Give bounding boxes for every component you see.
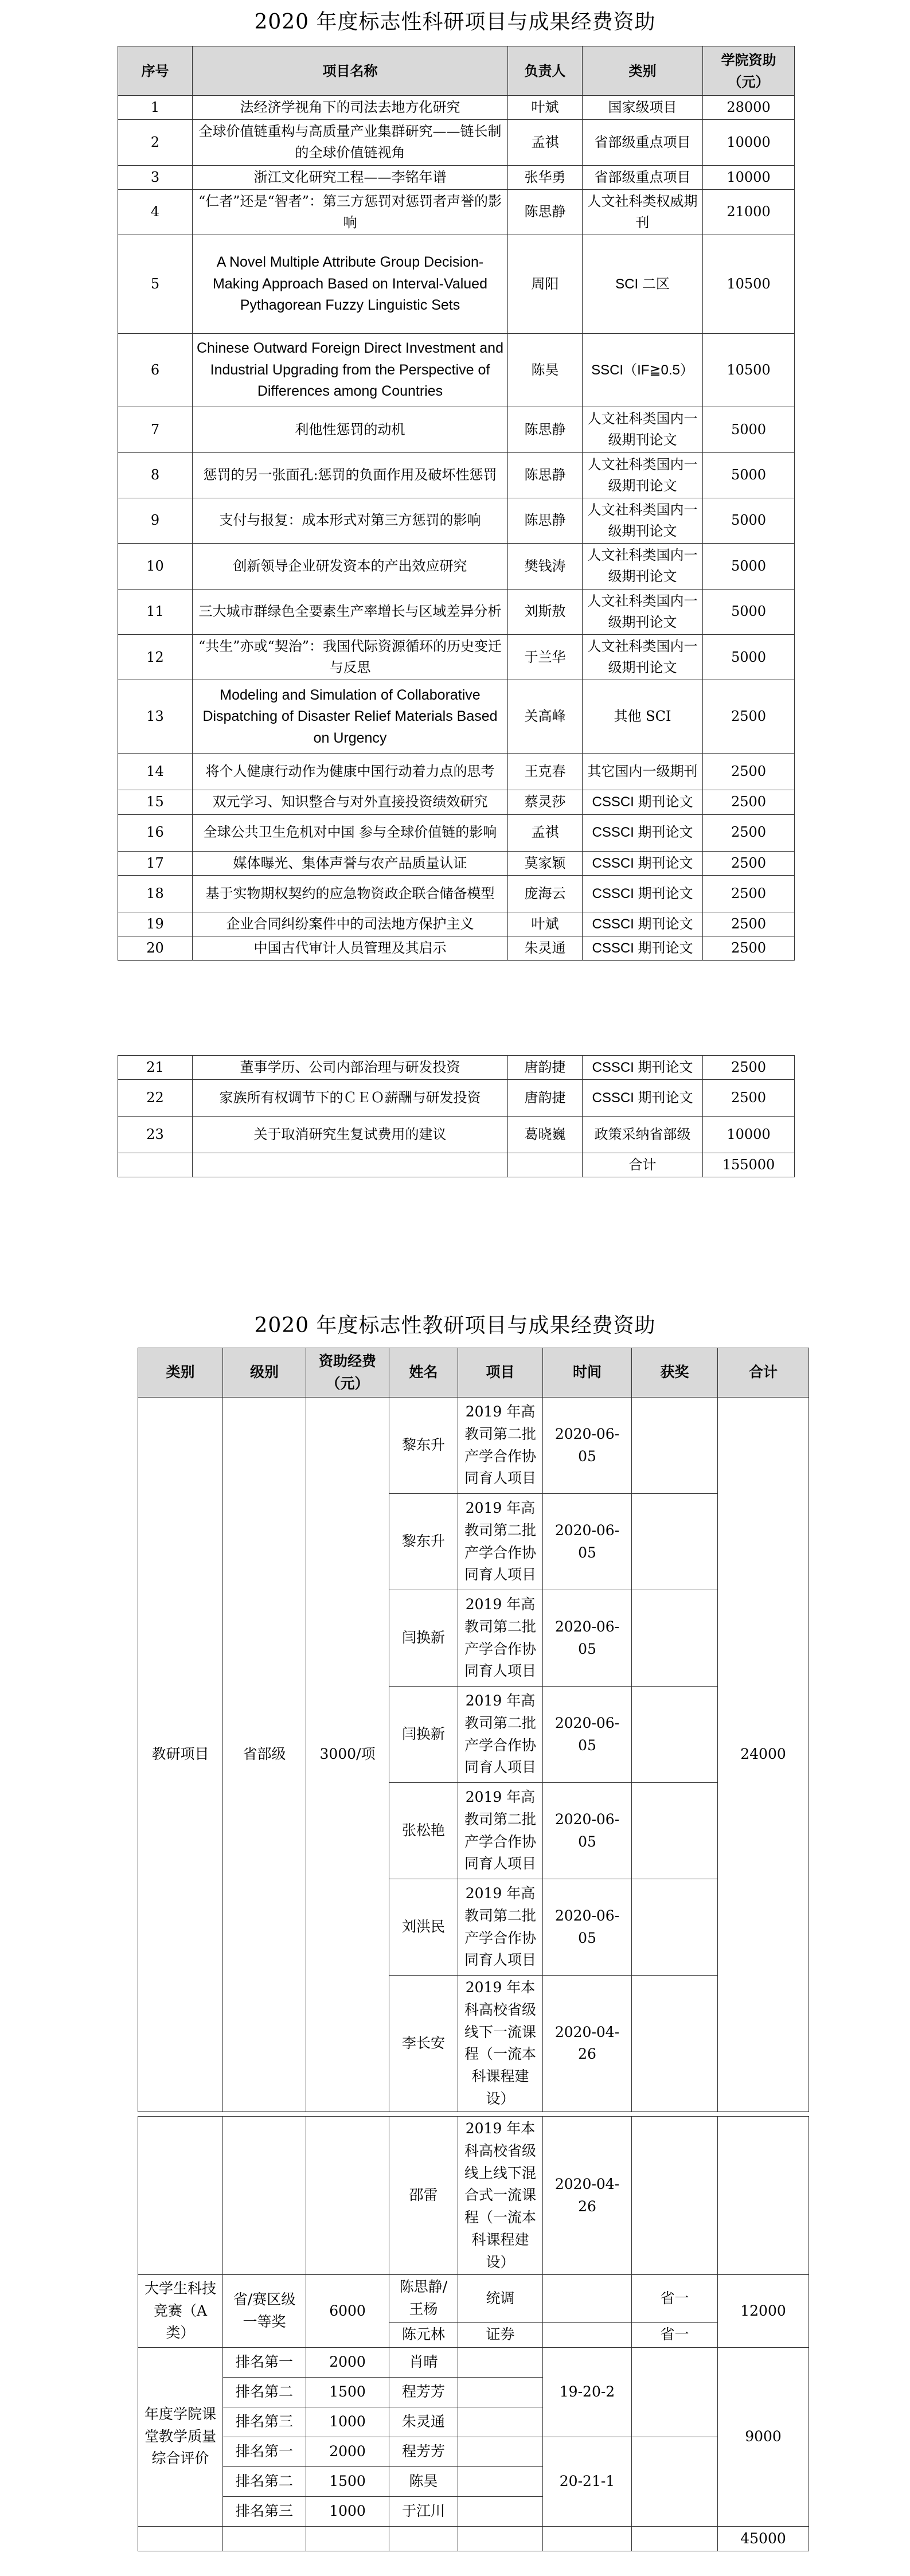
eval-project [458, 2347, 543, 2377]
row-person: 叶斌 [508, 96, 583, 120]
row-project-name: 双元学习、知识整合与对外直接投资绩效研究 [193, 790, 508, 814]
award [632, 1976, 718, 2112]
row-no: 21 [118, 1056, 193, 1080]
row-category: 政策采纳省部级 [583, 1117, 703, 1153]
eval-rank: 排名第一 [223, 2347, 306, 2377]
project-desc: 2019 年高教司第二批产学合作协同育人项目 [458, 1398, 543, 1494]
eval-term: 20-21-1 [543, 2437, 632, 2526]
row-funding: 10000 [703, 1117, 795, 1153]
person-name: 张松艳 [389, 1783, 458, 1879]
eval-name: 程芳芳 [389, 2437, 458, 2466]
research-row [118, 544, 795, 589]
row-no: 16 [118, 814, 193, 851]
row-funding: 5000 [703, 589, 795, 634]
research-table [118, 46, 795, 961]
research-row [118, 165, 795, 189]
row-category: CSSCI 期刊论文 [583, 912, 703, 936]
row-funding: 2500 [703, 1080, 795, 1117]
teaching-title: 2020 年度标志性教研项目与成果经费资助 [254, 1314, 656, 1337]
row-funding: 10500 [703, 334, 795, 407]
row-funding: 21000 [703, 189, 795, 235]
project-desc: 2019 年高教司第二批产学合作协同育人项目 [458, 1879, 543, 1976]
row-category: 人文社科类国内一级期刊论文 [583, 544, 703, 589]
contest-award: 省一 [632, 2275, 718, 2323]
contest-name: 陈思静/王杨 [389, 2275, 458, 2323]
row-funding: 10000 [703, 165, 795, 189]
row-person: 陈思静 [508, 452, 583, 498]
row-no: 9 [118, 498, 193, 543]
project-time: 2020-06-05 [543, 1783, 632, 1879]
project-time: 2020-06-05 [543, 1687, 632, 1783]
row-category: 省部级重点项目 [583, 165, 703, 189]
empty [543, 2526, 632, 2551]
research-row [118, 875, 795, 912]
t2-header-total: 合计 [718, 1348, 809, 1398]
research-row [118, 936, 795, 960]
research-table-cont [118, 1055, 795, 1177]
row-person: 刘斯敖 [508, 589, 583, 634]
row-no: 3 [118, 165, 193, 189]
row-no: 20 [118, 936, 193, 960]
eval-project [458, 2496, 543, 2526]
eval-fund: 1500 [306, 2377, 389, 2407]
row-no: 10 [118, 544, 193, 589]
row-no: 15 [118, 790, 193, 814]
eval-award [632, 2347, 718, 2437]
row-person: 樊钱涛 [508, 544, 583, 589]
row-funding: 10000 [703, 120, 795, 165]
research-row [118, 96, 795, 120]
header-category: 类别 [583, 46, 703, 96]
project-desc: 2019 年高教司第二批产学合作协同育人项目 [458, 1687, 543, 1783]
row-person: 朱灵通 [508, 936, 583, 960]
research-row [118, 635, 795, 680]
empty [632, 2526, 718, 2551]
eval-rank: 排名第二 [223, 2377, 306, 2407]
research-row [118, 1056, 795, 1080]
research-row [118, 851, 795, 875]
row-project-name: 将个人健康行动作为健康中国行动着力点的思考 [193, 754, 508, 790]
row-person: 葛晓巍 [508, 1117, 583, 1153]
row-project-name: 惩罚的另一张面孔:惩罚的负面作用及破坏性惩罚 [193, 452, 508, 498]
row-project-name: A Novel Multiple Attribute Group Decision-Making Approach Based on Interval-Valued Pythagorean Fuzzy Linguistic Sets [193, 235, 508, 334]
eval-name: 于江川 [389, 2496, 458, 2526]
row-person: 孟祺 [508, 814, 583, 851]
row-person: 莫家颖 [508, 851, 583, 875]
project-time: 2020-06-05 [543, 1879, 632, 1976]
t2-header-level: 级别 [223, 1348, 306, 1398]
contest-type: 大学生科技竞赛（A 类） [138, 2275, 223, 2347]
t2-header-project: 项目 [458, 1348, 543, 1398]
row-person: 蔡灵莎 [508, 790, 583, 814]
person-name: 邵雷 [389, 2117, 458, 2275]
row-project-name: 中国古代审计人员管理及其启示 [193, 936, 508, 960]
row-project-name: 创新领导企业研发资本的产出效应研究 [193, 544, 508, 589]
research-title: 2020 年度标志性科研项目与成果经费资助 [254, 10, 656, 34]
row-person: 陈昊 [508, 334, 583, 407]
row-funding: 2500 [703, 936, 795, 960]
person-name: 闫换新 [389, 1687, 458, 1783]
row-person: 陈思静 [508, 189, 583, 235]
teaching-row [138, 1398, 809, 1494]
row-funding: 28000 [703, 96, 795, 120]
project-desc: 2019 年本科高校省级线上线下混合式一流课程（一流本科课程建设） [458, 2117, 543, 2275]
row-project-name: 董事学历、公司内部治理与研发投资 [193, 1056, 508, 1080]
research-row [118, 912, 795, 936]
row-category: 人文社科类国内一级期刊论文 [583, 589, 703, 634]
project-time: 2020-04-26 [543, 2117, 632, 2275]
empty [223, 2117, 306, 2275]
eval-name: 陈昊 [389, 2466, 458, 2496]
header-no: 序号 [118, 46, 193, 96]
row-project-name: “仁者”还是“智者”：第三方惩罚对惩罚者声誉的影响 [193, 189, 508, 235]
total-empty [193, 1153, 508, 1177]
t2-header-fund: 资助经费（元） [306, 1348, 389, 1398]
empty [138, 2526, 223, 2551]
eval-rank: 排名第三 [223, 2407, 306, 2437]
award [632, 1879, 718, 1976]
contest-time [543, 2275, 632, 2323]
eval-fund: 1500 [306, 2466, 389, 2496]
row-project-name: 全球价值链重构与高质量产业集群研究——链长制的全球价值链视角 [193, 120, 508, 165]
row-project-name: 基于实物期权契约的应急物资政企联合储备模型 [193, 875, 508, 912]
eval-rank: 排名第一 [223, 2437, 306, 2466]
eval-term: 19-20-2 [543, 2347, 632, 2437]
research-row [118, 790, 795, 814]
empty [458, 2526, 543, 2551]
header-person: 负责人 [508, 46, 583, 96]
eval-fund: 1000 [306, 2407, 389, 2437]
row-funding: 2500 [703, 814, 795, 851]
row-person: 陈思静 [508, 498, 583, 543]
research-row [118, 589, 795, 634]
row-category: CSSCI 期刊论文 [583, 851, 703, 875]
research-row [118, 235, 795, 334]
empty [389, 2526, 458, 2551]
row-project-name: 全球公共卫生危机对中国 参与全球价值链的影响 [193, 814, 508, 851]
research-row [118, 407, 795, 452]
research-row [118, 1080, 795, 1117]
row-no: 1 [118, 96, 193, 120]
person-name: 闫换新 [389, 1590, 458, 1687]
row-funding: 5000 [703, 452, 795, 498]
row-funding: 10500 [703, 235, 795, 334]
empty [138, 2117, 223, 2275]
row-person: 孟祺 [508, 120, 583, 165]
t2-header-type: 类别 [138, 1348, 223, 1398]
row-no: 12 [118, 635, 193, 680]
row-person: 周阳 [508, 235, 583, 334]
row-no: 22 [118, 1080, 193, 1117]
project-time: 2020-06-05 [543, 1398, 632, 1494]
total-empty [118, 1153, 193, 1177]
award [632, 1590, 718, 1687]
total-value: 155000 [703, 1153, 795, 1177]
row-person: 于兰华 [508, 635, 583, 680]
row-funding: 2500 [703, 680, 795, 754]
row-no: 14 [118, 754, 193, 790]
group-fund: 3000/项 [306, 1398, 389, 2112]
row-category: CSSCI 期刊论文 [583, 790, 703, 814]
person-name: 刘洪民 [389, 1879, 458, 1976]
row-funding: 2500 [703, 1056, 795, 1080]
teaching-row [138, 2117, 809, 2275]
research-total-row [118, 1153, 795, 1177]
row-category: 其它国内一级期刊 [583, 754, 703, 790]
t2-header-name: 姓名 [389, 1348, 458, 1398]
row-no: 2 [118, 120, 193, 165]
eval-rank: 排名第二 [223, 2466, 306, 2496]
row-project-name: 三大城市群绿色全要素生产率增长与区域差异分析 [193, 589, 508, 634]
row-person: 唐韵捷 [508, 1056, 583, 1080]
award [632, 2117, 718, 2275]
eval-project [458, 2466, 543, 2496]
project-time: 2020-04-26 [543, 1976, 632, 2112]
total-empty [508, 1153, 583, 1177]
header-name: 项目名称 [193, 46, 508, 96]
row-funding: 5000 [703, 407, 795, 452]
row-project-name: “共生”亦或“契治”：我国代际资源循环的历史变迁与反思 [193, 635, 508, 680]
project-desc: 2019 年本科高校省级线下一流课程（一流本科课程建设） [458, 1976, 543, 2112]
eval-fund: 1000 [306, 2496, 389, 2526]
row-category: CSSCI 期刊论文 [583, 936, 703, 960]
row-category: CSSCI 期刊论文 [583, 1056, 703, 1080]
row-no: 19 [118, 912, 193, 936]
eval-name: 朱灵通 [389, 2407, 458, 2437]
group-type: 教研项目 [138, 1398, 223, 2112]
row-no: 17 [118, 851, 193, 875]
research-row [118, 334, 795, 407]
contest-award: 省一 [632, 2322, 718, 2347]
row-project-name: Chinese Outward Foreign Direct Investment and Industrial Upgrading from the Perspective of Differences among Countries [193, 334, 508, 407]
research-row [118, 754, 795, 790]
group-total: 24000 [718, 1398, 809, 2112]
empty [306, 2117, 389, 2275]
research-row [118, 1117, 795, 1153]
empty [718, 2117, 809, 2275]
row-person: 庞海云 [508, 875, 583, 912]
grand-total-row [138, 2526, 809, 2551]
award [632, 1687, 718, 1783]
eval-row [138, 2437, 809, 2466]
row-project-name: 企业合同纠纷案件中的司法地方保护主义 [193, 912, 508, 936]
row-category: 人文社科类国内一级期刊论文 [583, 452, 703, 498]
total-label: 合计 [583, 1153, 703, 1177]
eval-project [458, 2407, 543, 2437]
eval-fund: 2000 [306, 2437, 389, 2466]
t2-header-time: 时间 [543, 1348, 632, 1398]
contest-fund: 6000 [306, 2275, 389, 2347]
contest-total: 12000 [718, 2275, 809, 2347]
research-row [118, 189, 795, 235]
row-funding: 2500 [703, 754, 795, 790]
contest-row [138, 2275, 809, 2323]
row-funding: 5000 [703, 635, 795, 680]
row-category: CSSCI 期刊论文 [583, 875, 703, 912]
eval-award [632, 2437, 718, 2526]
research-row [118, 498, 795, 543]
t2-header-award: 获奖 [632, 1348, 718, 1398]
eval-name: 程芳芳 [389, 2377, 458, 2407]
row-project-name: 利他性惩罚的动机 [193, 407, 508, 452]
row-funding: 2500 [703, 912, 795, 936]
contest-project: 统调 [458, 2275, 543, 2323]
research-row [118, 452, 795, 498]
row-category: 国家级项目 [583, 96, 703, 120]
row-category: 人文社科类国内一级期刊论文 [583, 407, 703, 452]
row-project-name: 浙江文化研究工程——李铭年谱 [193, 165, 508, 189]
row-no: 11 [118, 589, 193, 634]
row-category: CSSCI 期刊论文 [583, 814, 703, 851]
eval-name: 肖晴 [389, 2347, 458, 2377]
project-time: 2020-06-05 [543, 1590, 632, 1687]
row-no: 6 [118, 334, 193, 407]
contest-level: 省/赛区级一等奖 [223, 2275, 306, 2347]
row-category: 人文社科类国内一级期刊论文 [583, 635, 703, 680]
research-row [118, 680, 795, 754]
row-category: CSSCI 期刊论文 [583, 1080, 703, 1117]
contest-project: 证券 [458, 2322, 543, 2347]
row-no: 13 [118, 680, 193, 754]
teaching-table [138, 1348, 809, 2112]
project-desc: 2019 年高教司第二批产学合作协同育人项目 [458, 1783, 543, 1879]
eval-type: 年度学院课堂教学质量综合评价 [138, 2347, 223, 2526]
row-project-name: 家族所有权调节下的ＣＥＯ薪酬与研发投资 [193, 1080, 508, 1117]
award [632, 1494, 718, 1590]
row-person: 叶斌 [508, 912, 583, 936]
row-category: 人文社科类权威期刊 [583, 189, 703, 235]
row-category: 其他 SCI [583, 680, 703, 754]
person-name: 黎东升 [389, 1398, 458, 1494]
eval-project [458, 2437, 543, 2466]
award [632, 1783, 718, 1879]
row-no: 4 [118, 189, 193, 235]
eval-total: 9000 [718, 2347, 809, 2526]
row-funding: 5000 [703, 498, 795, 543]
row-no: 7 [118, 407, 193, 452]
award [632, 1398, 718, 1494]
row-person: 张华勇 [508, 165, 583, 189]
contest-name: 陈元林 [389, 2322, 458, 2347]
header-funding: 学院资助（元） [703, 46, 795, 96]
row-funding: 2500 [703, 790, 795, 814]
row-project-name: 媒体曝光、集体声誉与农产品质量认证 [193, 851, 508, 875]
project-desc: 2019 年高教司第二批产学合作协同育人项目 [458, 1494, 543, 1590]
row-funding: 2500 [703, 875, 795, 912]
contest-time [543, 2322, 632, 2347]
teaching-table-cont [138, 2116, 809, 2551]
project-desc: 2019 年高教司第二批产学合作协同育人项目 [458, 1590, 543, 1687]
row-no: 5 [118, 235, 193, 334]
research-row [118, 814, 795, 851]
group-level: 省部级 [223, 1398, 306, 2112]
row-person: 唐韵捷 [508, 1080, 583, 1117]
row-category: 省部级重点项目 [583, 120, 703, 165]
row-funding: 5000 [703, 544, 795, 589]
row-no: 18 [118, 875, 193, 912]
row-category: SSCI（IF≧0.5） [583, 334, 703, 407]
row-project-name: 关于取消研究生复试费用的建议 [193, 1117, 508, 1153]
row-no: 8 [118, 452, 193, 498]
eval-rank: 排名第三 [223, 2496, 306, 2526]
row-person: 陈思静 [508, 407, 583, 452]
research-row [118, 120, 795, 165]
person-name: 黎东升 [389, 1494, 458, 1590]
eval-row [138, 2347, 809, 2377]
row-person: 关高峰 [508, 680, 583, 754]
eval-fund: 2000 [306, 2347, 389, 2377]
row-funding: 2500 [703, 851, 795, 875]
row-category: 人文社科类国内一级期刊论文 [583, 498, 703, 543]
empty [306, 2526, 389, 2551]
row-project-name: 支付与报复：成本形式对第三方惩罚的影响 [193, 498, 508, 543]
person-name: 李长安 [389, 1976, 458, 2112]
grand-total: 45000 [718, 2526, 809, 2551]
empty [223, 2526, 306, 2551]
row-project-name: 法经济学视角下的司法去地方化研究 [193, 96, 508, 120]
row-person: 王克春 [508, 754, 583, 790]
project-time: 2020-06-05 [543, 1494, 632, 1590]
eval-project [458, 2377, 543, 2407]
row-category: SCI 二区 [583, 235, 703, 334]
row-no: 23 [118, 1117, 193, 1153]
row-project-name: Modeling and Simulation of Collaborative Dispatching of Disaster Relief Materials Based on Urgency [193, 680, 508, 754]
